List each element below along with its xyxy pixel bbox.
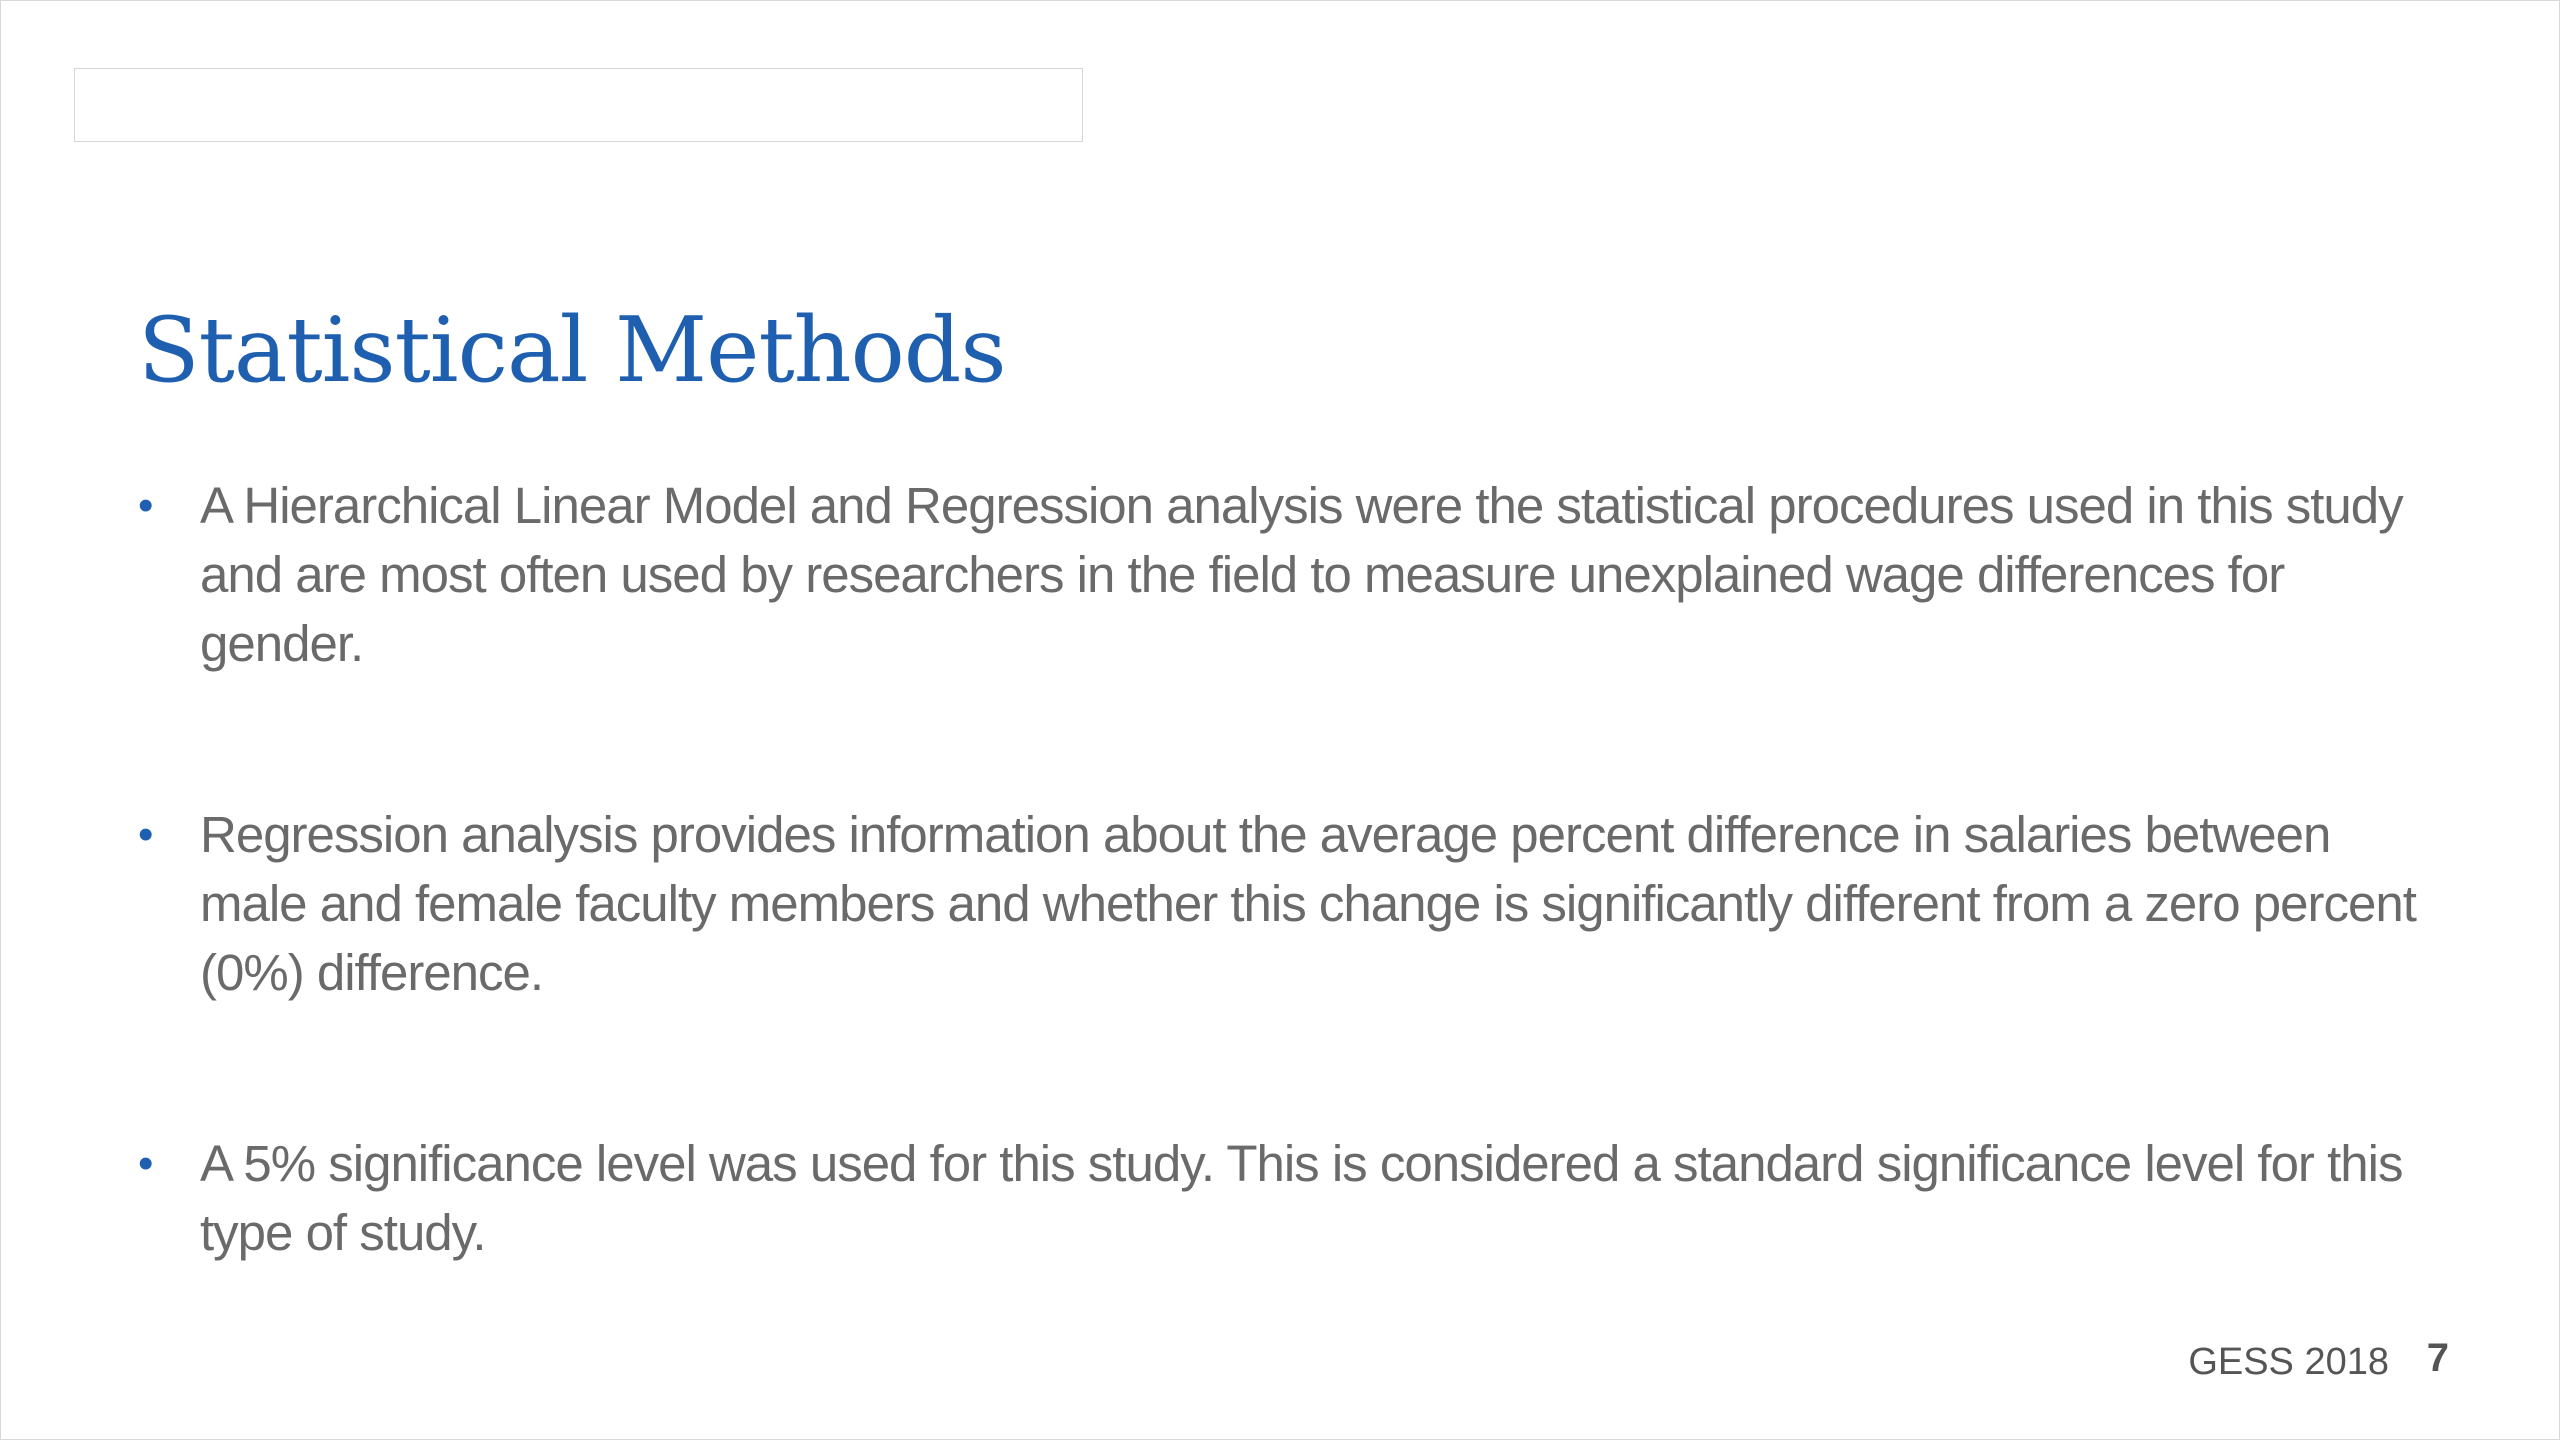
bullet-item bbox=[138, 1129, 2438, 1267]
bullet-text: A Hierarchical Linear Model and Regression analysis were the statistical procedures used in this study and are most often used by researchers in the field to measure unexplained wage differences for gender. bbox=[200, 477, 2403, 672]
footer-label: GESS 2018 bbox=[2188, 1341, 2389, 1383]
slide-title: Statistical Methods bbox=[138, 298, 1006, 403]
bullet-icon: • bbox=[138, 810, 153, 859]
bullet-text: Regression analysis provides information about the average percent difference in salaries between male and female faculty members and whether this change is significantly different from a zero percent (0%) difference. bbox=[200, 806, 2416, 1001]
bullet-icon: • bbox=[138, 1139, 153, 1188]
empty-text-box[interactable] bbox=[74, 68, 1083, 142]
page-number: 7 bbox=[2426, 1336, 2449, 1380]
bullet-icon: • bbox=[138, 481, 153, 530]
bullet-text: A 5% significance level was used for this study. This is considered a standard significance level for this type of study. bbox=[200, 1135, 2403, 1261]
bullet-item bbox=[138, 800, 2438, 1007]
bullet-list bbox=[138, 471, 2438, 1389]
bullet-item bbox=[138, 471, 2438, 678]
